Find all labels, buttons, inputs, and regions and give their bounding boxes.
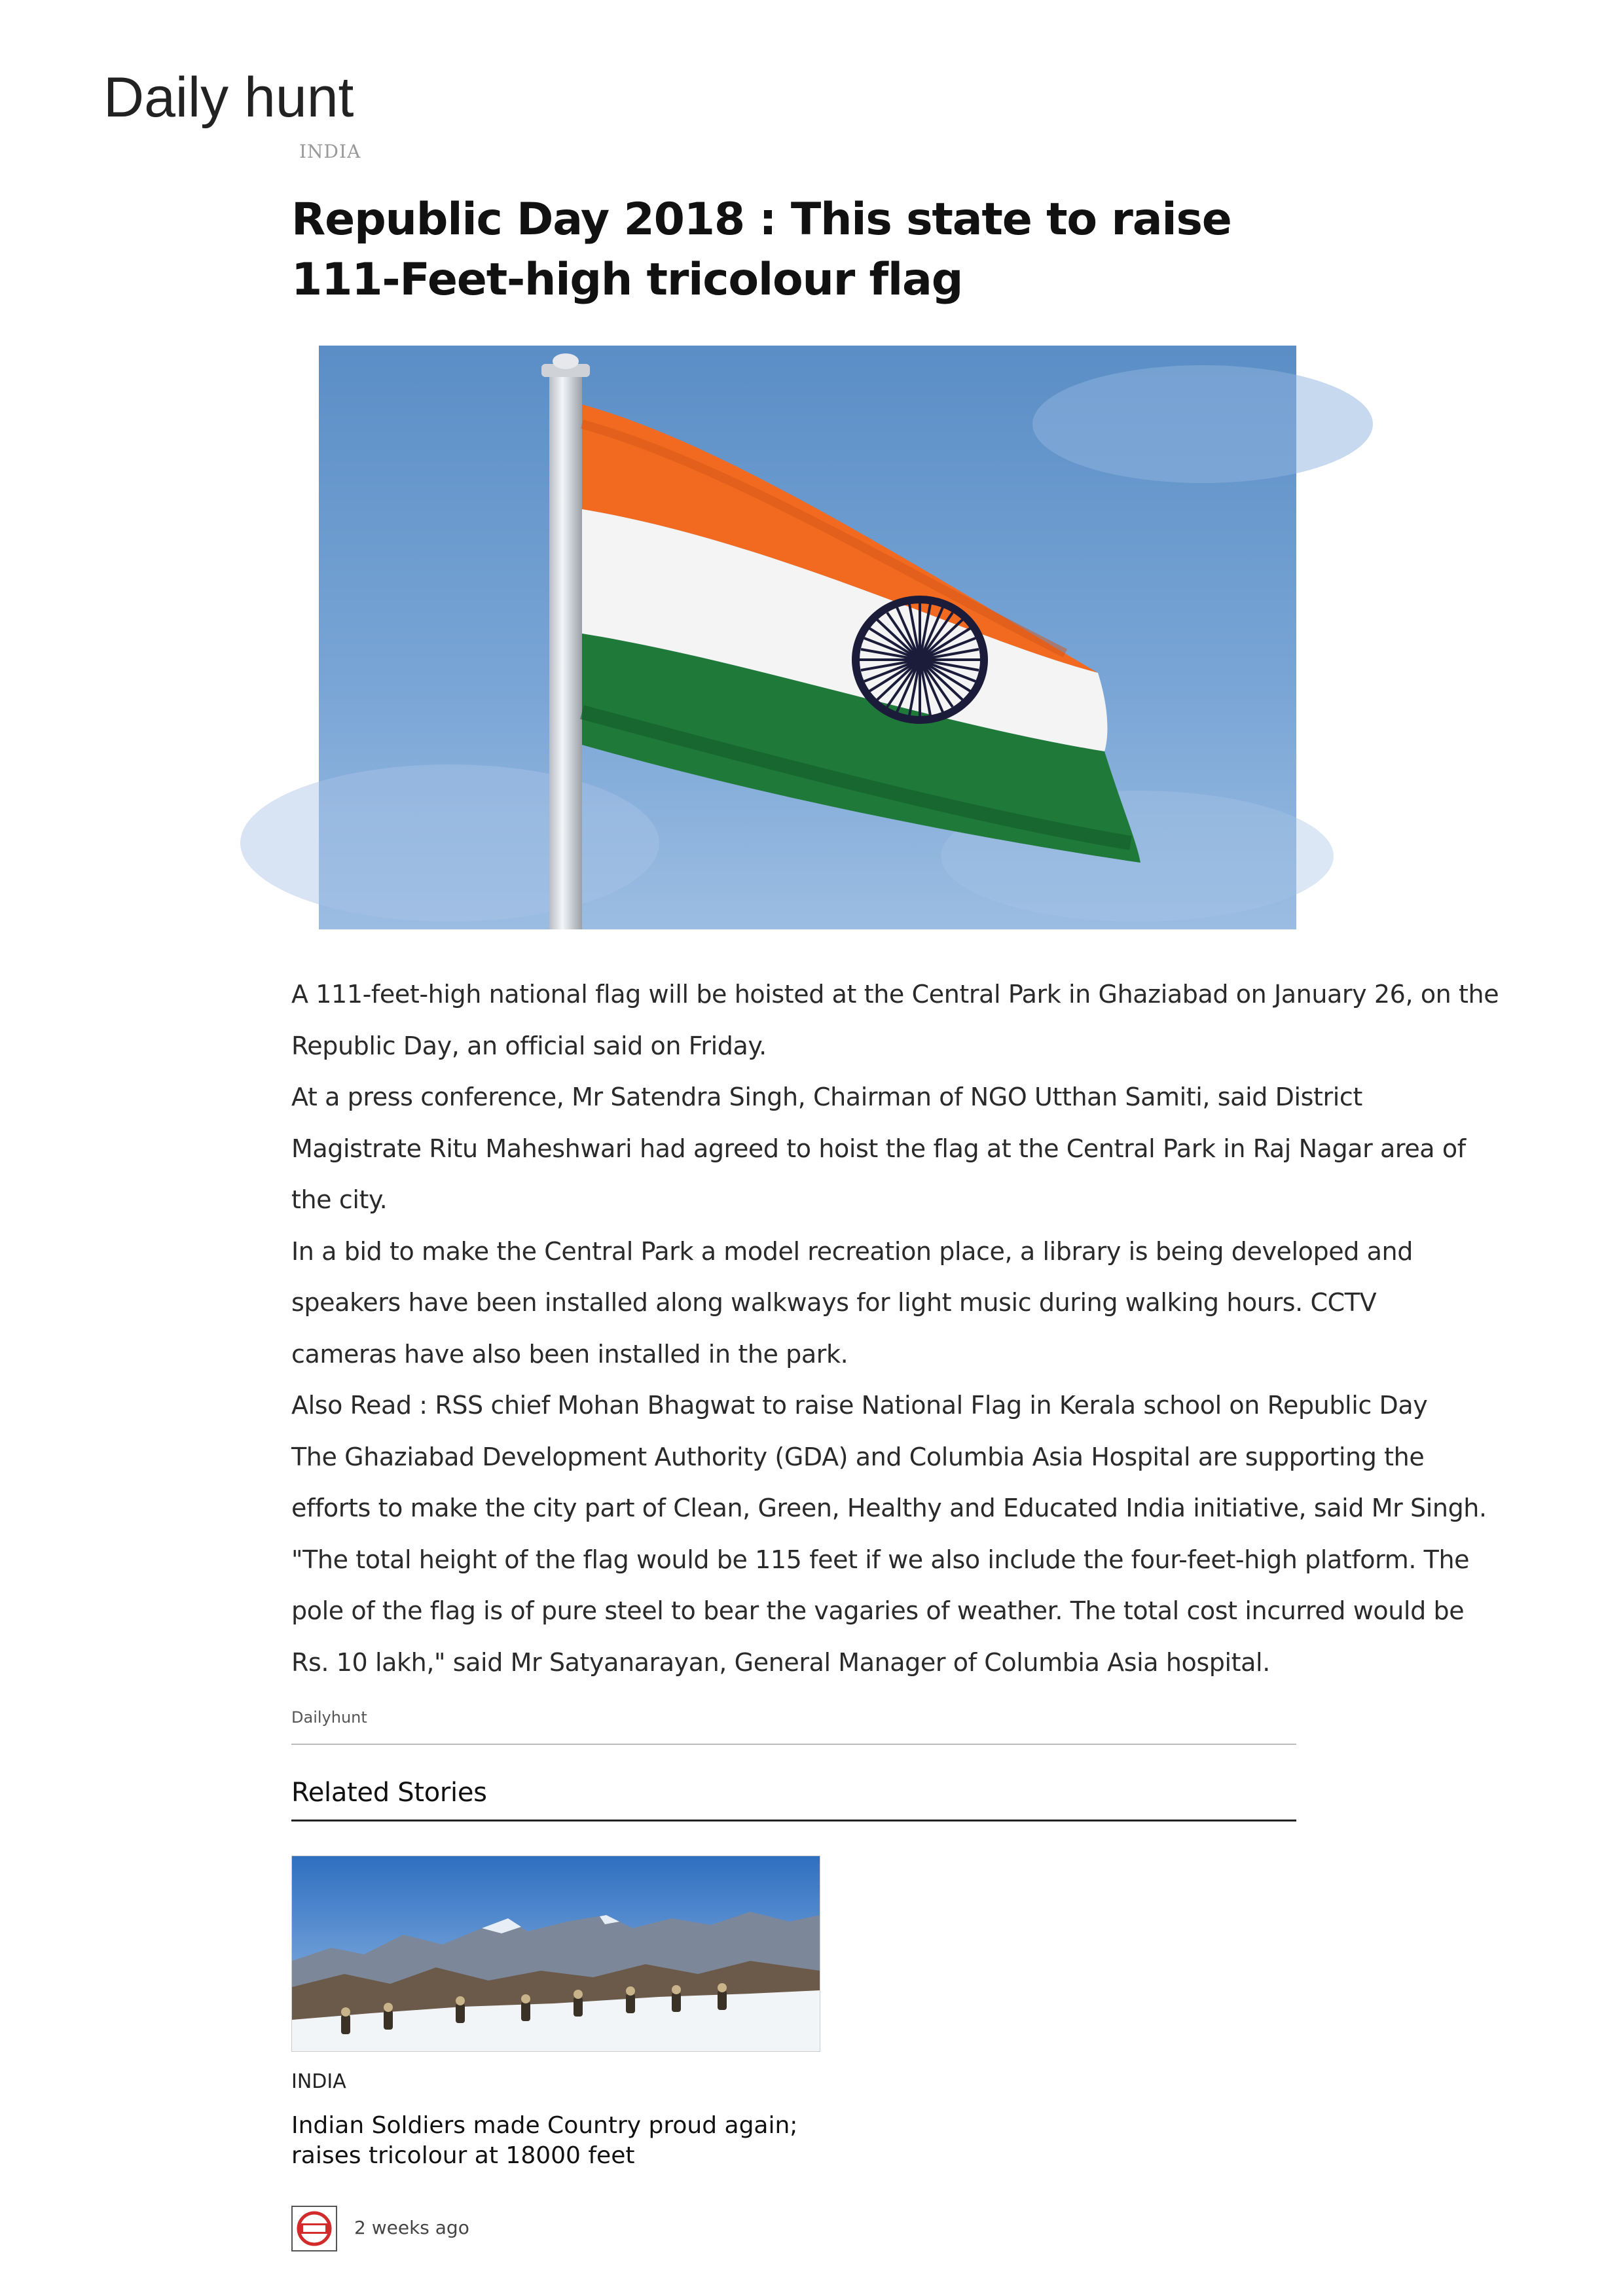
- article-category[interactable]: INDIA: [299, 141, 361, 162]
- related-story-timestamp: 2 weeks ago: [354, 2217, 469, 2238]
- body-line: cameras have also been installed in the park.: [291, 1339, 848, 1369]
- body-line: Magistrate Ritu Maheshwari had agreed to hoist the flag at the Central Park in Raj Nagar area of: [291, 1134, 1466, 1163]
- body-line: In a bid to make the Central Park a model recreation place, a library is being developed and: [291, 1236, 1413, 1266]
- body-line: At a press conference, Mr Satendra Singh, Chairman of NGO Utthan Samiti, said District: [291, 1083, 1362, 1111]
- east-coast-logo-icon: [293, 2207, 336, 2250]
- article-title: Republic Day 2018 : This state to raise 111-Feet-high tricolour flag: [291, 194, 1231, 306]
- indian-flag-photo-icon: [319, 346, 1296, 929]
- divider: [291, 1820, 1296, 1821]
- related-story-card[interactable]: [291, 1856, 822, 2261]
- related-story-image[interactable]: [291, 1856, 820, 2052]
- article: [291, 0, 1499, 2296]
- publisher-logo[interactable]: [291, 2206, 337, 2251]
- body-line: the city.: [291, 1185, 388, 1214]
- body-line-also-read-link[interactable]: Also Read : RSS chief Mohan Bhagwat to raise National Flag in Kerala school on Republic Day: [291, 1391, 1428, 1420]
- divider: [291, 1744, 1296, 1745]
- article-body: [291, 969, 1499, 1688]
- related-stories-heading: Related Stories: [291, 1778, 487, 1808]
- body-line: efforts to make the city part of Clean, Green, Healthy and Educated India initiative, said Mr Singh.: [291, 1494, 1487, 1522]
- related-story-title[interactable]: Indian Soldiers made Country proud again; raises tricolour at 18000 feet: [291, 2112, 798, 2169]
- related-story-category[interactable]: INDIA: [291, 2070, 346, 2093]
- body-line: The Ghaziabad Development Authority (GDA) and Columbia Asia Hospital are supporting the: [291, 1442, 1425, 1471]
- body-line: speakers have been installed along walkways for light music during walking hours. CCTV: [291, 1288, 1377, 1317]
- body-line: "The total height of the flag would be 115 feet if we also include the four-feet-high platform. The: [291, 1545, 1470, 1574]
- body-line: Rs. 10 lakh," said Mr Satyanarayan, General Manager of Columbia Asia hospital.: [291, 1647, 1270, 1677]
- body-line: pole of the flag is of pure steel to bear the vagaries of weather. The total cost incurred would be: [291, 1596, 1465, 1625]
- hero-image: [319, 346, 1296, 929]
- article-source: Dailyhunt: [291, 1708, 367, 1727]
- soldiers-on-mountain-photo-icon: [292, 1856, 820, 2051]
- body-line: A 111-feet-high national flag will be hoisted at the Central Park in Ghaziabad on January 26, on the: [291, 980, 1499, 1009]
- site-logo[interactable]: Daily hunt: [103, 66, 354, 129]
- body-line: Republic Day, an official said on Friday.: [291, 1031, 767, 1060]
